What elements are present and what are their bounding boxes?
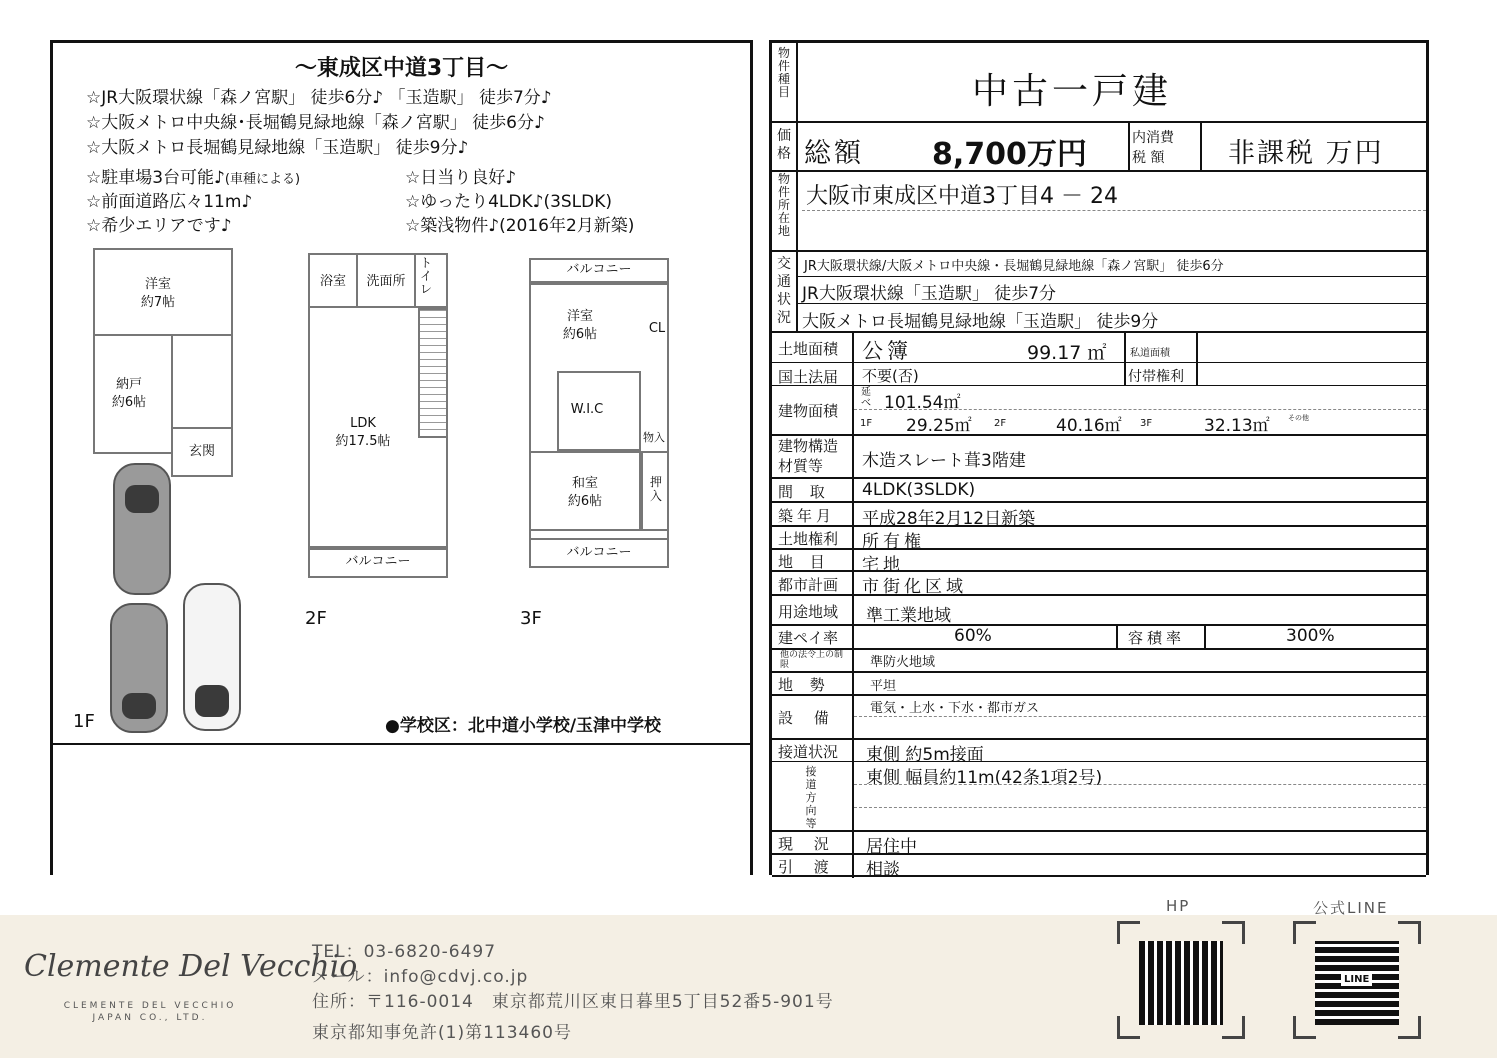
price-total-label: 総額 bbox=[804, 138, 864, 169]
facilities-label: 設 備 bbox=[778, 709, 837, 727]
private-road-label: 私道面積 bbox=[1130, 348, 1170, 359]
road-dir-label: 接道方向等 bbox=[805, 765, 817, 830]
land-category-label: 地 目 bbox=[778, 553, 831, 571]
road-status-label: 接道状況 bbox=[778, 743, 839, 761]
land-area-value: 99.17 ㎡ bbox=[1027, 342, 1107, 364]
line-qr-code[interactable] bbox=[1293, 921, 1421, 1039]
total-floor-value: 101.54㎡ bbox=[884, 393, 961, 413]
structure-value: 木造スレート葺3階建 bbox=[862, 451, 1026, 471]
handover-label: 引 渡 bbox=[778, 858, 837, 876]
floor-other-label: その他 bbox=[1288, 414, 1309, 422]
feature-line: ☆JR大阪環状線「森ノ宮駅」 徒歩6分♪ 「玉造駅」 徒歩7分♪ bbox=[86, 88, 552, 108]
land-area-label: 土地面積 bbox=[778, 340, 839, 358]
line-label: 公式LINE bbox=[1313, 899, 1389, 917]
access-line-1: JR大阪環状線/大阪メトロ中央線・長堀鶴見緑地線「森ノ宮駅」 徒歩6分 bbox=[804, 259, 1224, 274]
layout-label: 間 取 bbox=[778, 483, 831, 501]
type-label: 物件種目 bbox=[777, 46, 790, 99]
feature-road: ☆前面道路広々11m♪ bbox=[86, 192, 253, 212]
far-label: 容積率 bbox=[1128, 629, 1186, 647]
other-law-value: 準防火地域 bbox=[870, 655, 936, 670]
hp-qr-code[interactable] bbox=[1117, 921, 1245, 1039]
line-badge: LINE bbox=[1341, 973, 1372, 986]
city-plan-value: 市街化区域 bbox=[862, 577, 967, 597]
feature-new: ☆築浅物件♪(2016年2月新築) bbox=[405, 216, 635, 236]
property-flyer-panel: ～東成区中道3丁目～ ☆JR大阪環状線「森ノ宮駅」 徒歩6分♪ 「玉造駅」 徒歩7分♪ ☆大阪メトロ中央線･長堀鶴見緑地線「森ノ宮駅」 徒歩6分♪ ☆大阪メトロ長堀鶴見緑地線「玉造駅」 徒歩9分♪ ☆駐車場3台可能♪(車種による) ☆前面道路広々11m♪ ☆希少エリアです♪ ☆日当り良好♪ ☆ゆったり4LDK♪(3SLDK) ☆築浅物件♪(2016年2月新築) 洋室 約7帖 納戸 約6帖 玄関 1F 浴室 洗面所 トイレ LDK 約17.5帖 バルコニー 2F バルコニー 洋室 約6帖 CL W.I.C 物入 和室 約6帖 押入 バルコニー 3F ●学校区：北中道小学校/玉津中学校 bbox=[50, 40, 753, 875]
access-label: 交通状況 bbox=[777, 256, 791, 326]
structure-label-1: 建物構造 bbox=[778, 437, 839, 455]
type-value: 中古一戸建 bbox=[972, 71, 1173, 112]
zoning-value: 準工業地域 bbox=[866, 606, 951, 626]
tax-value: 非課税 万円 bbox=[1228, 138, 1384, 169]
feature-sunny: ☆日当り良好♪ bbox=[405, 168, 517, 188]
floor-2f-value: 40.16㎡ bbox=[1056, 416, 1122, 436]
feature-layout: ☆ゆったり4LDK♪(3SLDK) bbox=[405, 192, 613, 212]
company-tel: TEL：03-6820-6497 bbox=[312, 942, 497, 962]
feature-line: ☆大阪メトロ長堀鶴見緑地線「玉造駅」 徒歩9分♪ bbox=[86, 138, 469, 158]
built-label: 築年月 bbox=[778, 507, 836, 525]
floor-3f-value: 32.13㎡ bbox=[1204, 416, 1270, 436]
handover-value: 相談 bbox=[866, 860, 900, 880]
company-license: 東京都知事免許(1)第113460号 bbox=[312, 1023, 572, 1043]
attached-rights-label: 付帯権利 bbox=[1128, 369, 1184, 385]
flyer-title: ～東成区中道3丁目～ bbox=[294, 56, 509, 81]
structure-label-2: 材質等 bbox=[778, 457, 824, 475]
feature-rare: ☆希少エリアです♪ bbox=[86, 216, 232, 236]
feature-line: ☆大阪メトロ中央線･長堀鶴見緑地線「森ノ宮駅」 徒歩6分♪ bbox=[86, 113, 545, 133]
parking-note: (車種による) bbox=[224, 172, 301, 187]
company-mail: メール：info@cdvj.co.jp bbox=[312, 967, 529, 987]
hp-label: HP bbox=[1166, 897, 1191, 915]
road-status-value: 東側 約5m接面 bbox=[866, 745, 984, 765]
feature-parking: ☆駐車場3台可能♪(車種による) bbox=[86, 168, 301, 188]
total-floor-label: 延べ bbox=[861, 387, 871, 409]
floor-label-3f: 3F bbox=[520, 608, 542, 629]
price-label: 価格 bbox=[777, 128, 791, 162]
price-value: 8,700万円 bbox=[932, 137, 1087, 172]
tax-label-2: 税 額 bbox=[1132, 150, 1165, 166]
car-icon bbox=[183, 583, 241, 731]
company-logo-name: CLEMENTE DEL VECCHIO JAPAN CO., LTD. bbox=[63, 1001, 237, 1023]
zoning-label: 用途地域 bbox=[778, 603, 839, 621]
divider bbox=[53, 743, 750, 745]
land-right-value: 所有権 bbox=[862, 532, 925, 552]
terrain-label: 地 勢 bbox=[778, 676, 831, 694]
company-address: 住所：〒116-0014 東京都荒川区東日暮里5丁目52番5-901号 bbox=[312, 992, 834, 1012]
coverage-label: 建ペイ率 bbox=[778, 629, 839, 647]
property-spec-table bbox=[769, 40, 1429, 880]
access-line-2: JR大阪環状線「玉造駅」 徒歩7分 bbox=[802, 284, 1057, 304]
other-law-label: 他の法令上の制限 bbox=[780, 650, 844, 670]
address-label: 物件所在地 bbox=[777, 172, 790, 238]
layout-value: 4LDK(3SLDK) bbox=[862, 480, 976, 500]
floor-1f-value: 29.25㎡ bbox=[906, 416, 972, 436]
floor-1f-label: 1F bbox=[860, 418, 873, 429]
company-logo-script: Clemente Del Vecchio bbox=[24, 949, 358, 984]
far-value: 300% bbox=[1286, 626, 1335, 646]
built-value: 平成28年2月12日新築 bbox=[862, 509, 1036, 529]
access-line-3: 大阪メトロ長堀鶴見緑地線「玉造駅」 徒歩9分 bbox=[802, 312, 1159, 332]
city-plan-label: 都市計画 bbox=[778, 576, 839, 594]
land-law-label: 国土法届 bbox=[778, 368, 839, 386]
company-footer bbox=[0, 897, 1497, 1058]
floor-2f-label: 2F bbox=[994, 418, 1007, 429]
car-icon bbox=[110, 603, 168, 733]
land-category-value: 宅地 bbox=[862, 555, 904, 575]
car-icon bbox=[113, 463, 171, 595]
facilities-value: 電気・上水・下水・都市ガス bbox=[870, 701, 1040, 716]
coverage-value: 60% bbox=[954, 626, 992, 646]
tax-label-1: 内消費 bbox=[1132, 130, 1174, 146]
address-value: 大阪市東成区中道3丁目4 － 24 bbox=[806, 184, 1118, 209]
school-district: ●学校区：北中道小学校/玉津中学校 bbox=[385, 716, 662, 736]
building-area-label: 建物面積 bbox=[778, 402, 839, 420]
floor-label-2f: 2F bbox=[305, 608, 327, 629]
land-law-value: 不要(否) bbox=[862, 367, 919, 385]
floor-3f-label: 3F bbox=[1140, 418, 1153, 429]
floor-label-1f: 1F bbox=[73, 711, 95, 732]
current-value: 居住中 bbox=[866, 837, 917, 857]
road-dir-value: 東側 幅員約11m(42条1項2号) bbox=[866, 768, 1103, 788]
land-right-label: 土地権利 bbox=[778, 530, 839, 548]
terrain-value: 平坦 bbox=[870, 679, 897, 694]
land-area-type: 公簿 bbox=[862, 339, 912, 363]
current-label: 現 況 bbox=[778, 835, 837, 853]
